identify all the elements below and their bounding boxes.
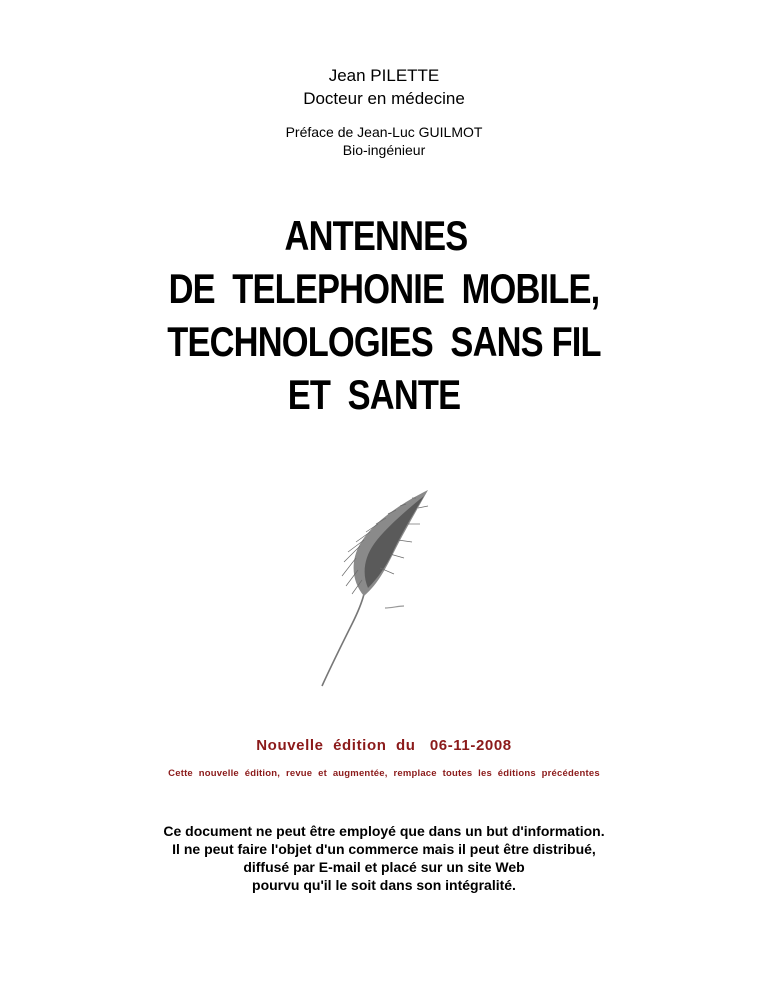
usage-notice-line-3: diffusé par E-mail et placé sur un site Web (243, 859, 525, 875)
usage-notice (0, 822, 768, 894)
book-title-line-4: ET SANTE (287, 371, 461, 418)
book-title-line-3: TECHNOLOGIES SANS FIL (167, 318, 601, 365)
author-title: Docteur en médecine (303, 89, 465, 108)
preface-line: Préface de Jean-Luc GUILMOT (285, 124, 483, 140)
book-title (0, 209, 768, 421)
usage-notice-line-4: pourvu qu'il le soit dans son intégralité. (252, 877, 516, 893)
usage-notice-line-2: Il ne peut faire l'objet d'un commerce mais il peut être distribué, (172, 841, 596, 857)
book-title-line-2: DE TELEPHONIE MOBILE, (168, 265, 600, 312)
book-title-line-1: ANTENNES (284, 212, 468, 259)
edition-date: Nouvelle édition du 06-11-2008 (256, 737, 512, 754)
preface-author-title: Bio-ingénieur (342, 142, 426, 158)
usage-notice-line-1: Ce document ne peut être employé que dans un but d'information. (163, 823, 605, 839)
replacement-note: Cette nouvelle édition, revue et augmentée, remplace toutes les éditions précédentes (168, 768, 600, 779)
author-name: Jean PILETTE (328, 66, 440, 85)
grass-ear-icon (300, 484, 450, 690)
